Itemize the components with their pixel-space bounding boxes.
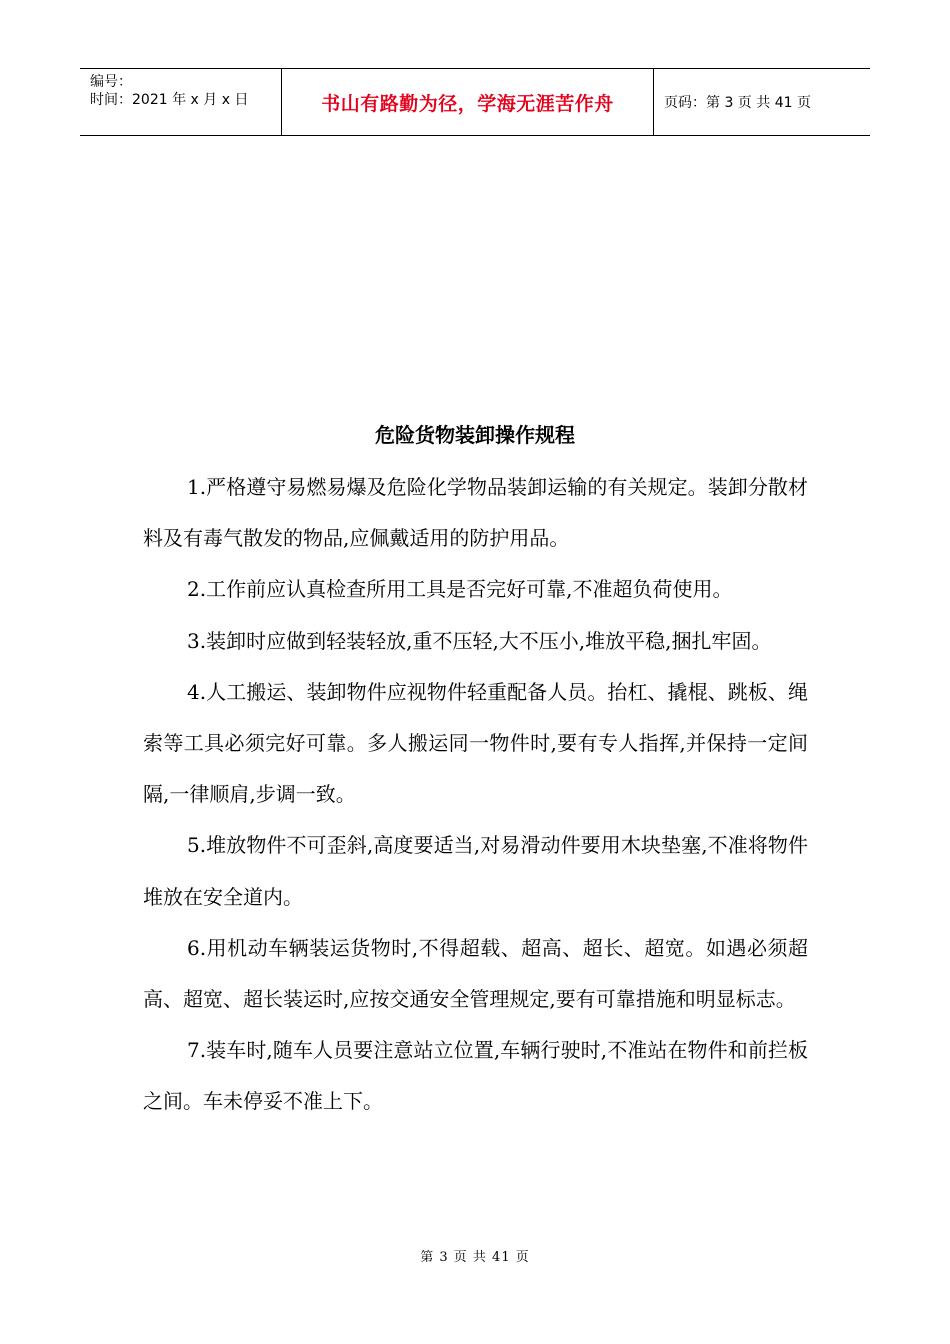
paragraph-3: 3.装卸时应做到轻装轻放,重不压轻,大不压小,堆放平稳,捆扎牢固。 <box>187 628 772 653</box>
header-page-info <box>654 69 870 135</box>
page-header <box>80 68 870 136</box>
paragraph-5: 5.堆放物件不可歪斜,高度要适当,对易滑动件要用木块垫塞,不准将物件堆放在安全道内。 <box>143 833 808 909</box>
date-label: 时间：2021 年 x 月 x 日 <box>90 92 249 108</box>
header-meta <box>80 69 282 135</box>
page-info-text: 页码：第 3 页 共 41 页 <box>664 95 811 111</box>
paragraph-4: 4.人工搬运、装卸物件应视物件轻重配备人员。抬杠、撬棍、跳板、绳索等工具必须完好可靠。多人搬运同一物件时,要有专人指挥,并保持一定间隔,一律顺肩,步调一致。 <box>143 679 808 807</box>
paragraph-1: 1.严格遵守易燃易爆及危险化学物品装卸运输的有关规定。装卸分散材料及有毒气散发的物品,应佩戴适用的防护用品。 <box>143 475 808 551</box>
paragraph-7: 7.装车时,随车人员要注意站立位置,车辆行驶时,不准站在物件和前拦板之间。车未停妥不准上下。 <box>143 1038 808 1114</box>
document-title: 危险货物装卸操作规程 <box>375 423 575 447</box>
page-footer: 第 3 页 共 41 页 <box>420 1250 530 1265</box>
header-motto-cell <box>282 69 654 135</box>
paragraph-6: 6.用机动车辆装运货物时,不得超载、超高、超长、超宽。如遇必须超高、超宽、超长装运时,应按交通安全管理规定,要有可靠措施和明显标志。 <box>143 935 808 1012</box>
document-body <box>143 462 808 1128</box>
header-motto: 书山有路勤为径，学海无涯苦作舟 <box>321 92 614 115</box>
number-label: 编号： <box>90 74 132 90</box>
paragraph-2: 2.工作前应认真检查所用工具是否完好可靠,不准超负荷使用。 <box>187 577 733 602</box>
